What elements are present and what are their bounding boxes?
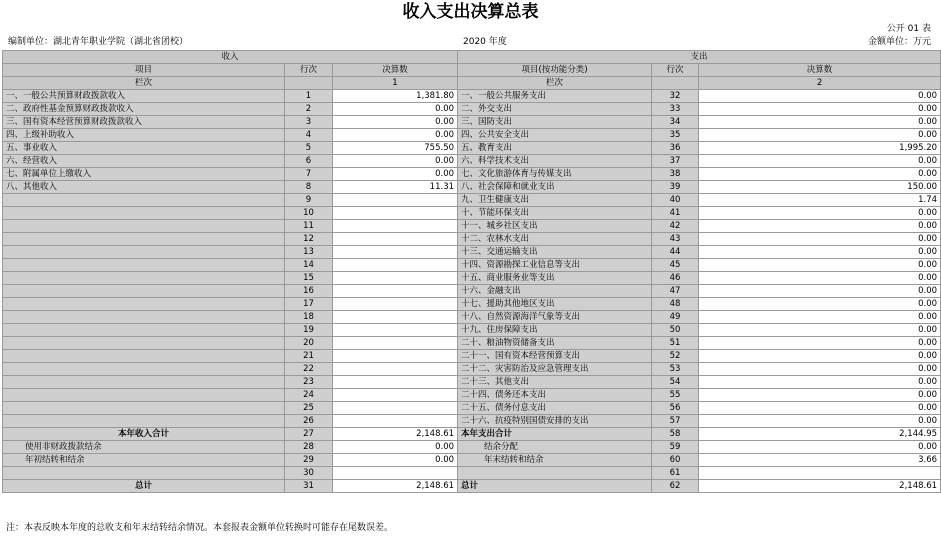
expense-amount: 0.00: [699, 363, 941, 376]
income-header: 收入: [3, 51, 458, 64]
expense-amount: 0.00: [699, 389, 941, 402]
column-index-row: [3, 77, 941, 90]
expense-item: 十九、住房保障支出: [458, 324, 652, 337]
expense-row-number: 46: [652, 272, 699, 285]
expense-item: 二、外交支出: [458, 103, 652, 116]
expense-item: 四、公共安全支出: [458, 129, 652, 142]
income-row-number: 27: [285, 428, 333, 441]
income-total-item: 本年收入合计: [3, 428, 285, 441]
expense-row-header: 行次: [652, 64, 699, 77]
expense-item: 二十四、债务还本支出: [458, 389, 652, 402]
expense-total-item: 结余分配: [458, 441, 652, 454]
expense-amount: 0.00: [699, 311, 941, 324]
table-row: [3, 116, 941, 129]
expense-item: 二十一、国有资本经营预算支出: [458, 350, 652, 363]
income-col-number: 1: [333, 77, 458, 90]
expense-item: 十、节能环保支出: [458, 207, 652, 220]
table-row: [3, 415, 941, 428]
expense-amount: 0.00: [699, 155, 941, 168]
table-row: [3, 90, 941, 103]
expense-total-item: [458, 467, 652, 480]
table-row: [3, 389, 941, 402]
income-item: [3, 285, 285, 298]
expense-amount: 0.00: [699, 298, 941, 311]
income-item: [3, 350, 285, 363]
income-item: [3, 194, 285, 207]
income-row-number: 30: [285, 467, 333, 480]
meta-row: [0, 36, 941, 49]
income-row-number: 13: [285, 246, 333, 259]
expense-row-number: 58: [652, 428, 699, 441]
expense-total-item: 本年支出合计: [458, 428, 652, 441]
income-row-number: 31: [285, 480, 333, 493]
footnote: 注：本表反映本年度的总收支和年末结转结余情况。本套报表金额单位转换时可能存在尾数误差。: [6, 523, 394, 533]
unit-label: 编制单位：湖北青年职业学院（湖北省团校）: [8, 37, 189, 47]
income-row-number: 23: [285, 376, 333, 389]
table-row: [3, 103, 941, 116]
table-row: [3, 233, 941, 246]
income-amount: [333, 207, 458, 220]
expense-amount: 1,995.20: [699, 142, 941, 155]
expense-row-number: 50: [652, 324, 699, 337]
income-row-number: 10: [285, 207, 333, 220]
income-amount: 2,148.61: [333, 480, 458, 493]
income-amount: 0.00: [333, 103, 458, 116]
income-amount: [333, 376, 458, 389]
expense-total-item: 总计: [458, 480, 652, 493]
table-row: [3, 350, 941, 363]
income-item: 三、国有资本经营预算财政拨款收入: [3, 116, 285, 129]
expense-item-header: 项目(按功能分类): [458, 64, 652, 77]
expense-row-number: 56: [652, 402, 699, 415]
expense-row-number: 36: [652, 142, 699, 155]
income-amount: [333, 259, 458, 272]
expense-amount-header: 决算数: [699, 64, 941, 77]
expense-amount: 0.00: [699, 441, 941, 454]
table-row: [3, 324, 941, 337]
income-amount: [333, 233, 458, 246]
expense-row-number: 44: [652, 246, 699, 259]
income-amount: 11.31: [333, 181, 458, 194]
expense-amount: 3.66: [699, 454, 941, 467]
table-row: [3, 363, 941, 376]
budget-table: [2, 50, 941, 493]
expense-row-number: 60: [652, 454, 699, 467]
expense-row-number: 48: [652, 298, 699, 311]
income-row-number: 24: [285, 389, 333, 402]
expense-col-label: 栏次: [458, 77, 652, 90]
table-row: [3, 168, 941, 181]
expense-amount: 0.00: [699, 116, 941, 129]
income-total-item: 使用非财政拨款结余: [3, 441, 285, 454]
income-item: [3, 324, 285, 337]
expense-amount: 0.00: [699, 220, 941, 233]
expense-row-number: 62: [652, 480, 699, 493]
expense-amount: 2,144.95: [699, 428, 941, 441]
table-row: [3, 129, 941, 142]
income-item: [3, 311, 285, 324]
income-item: [3, 363, 285, 376]
expense-amount: 0.00: [699, 90, 941, 103]
expense-col-number: 2: [699, 77, 941, 90]
income-item: 八、其他收入: [3, 181, 285, 194]
table-row: [3, 220, 941, 233]
income-amount: 755.50: [333, 142, 458, 155]
expense-item: 三、国防支出: [458, 116, 652, 129]
expense-row-number: 55: [652, 389, 699, 402]
income-row-number: 7: [285, 168, 333, 181]
income-total-item: 年初结转和结余: [3, 454, 285, 467]
income-row-number: 4: [285, 129, 333, 142]
income-item: [3, 415, 285, 428]
expense-amount: 0.00: [699, 129, 941, 142]
expense-item: 十一、城乡社区支出: [458, 220, 652, 233]
expense-row-number: 34: [652, 116, 699, 129]
expense-amount: 0.00: [699, 246, 941, 259]
income-row-number: 12: [285, 233, 333, 246]
expense-header: 支出: [458, 51, 941, 64]
expense-amount: [699, 467, 941, 480]
table-row: [3, 181, 941, 194]
income-item: [3, 207, 285, 220]
table-row: [3, 142, 941, 155]
income-amount: [333, 272, 458, 285]
expense-row-number: 43: [652, 233, 699, 246]
expense-row-number: 38: [652, 168, 699, 181]
column-header-row: [3, 64, 941, 77]
expense-row-number: 33: [652, 103, 699, 116]
total-row: [3, 480, 941, 493]
income-row-number: 14: [285, 259, 333, 272]
expense-item: 二十五、债务付息支出: [458, 402, 652, 415]
income-item: 四、上级补助收入: [3, 129, 285, 142]
table-row: [3, 376, 941, 389]
income-amount: 2,148.61: [333, 428, 458, 441]
income-amount-header: 决算数: [333, 64, 458, 77]
expense-amount: 0.00: [699, 402, 941, 415]
year-label: 2020 年度: [463, 37, 507, 47]
income-amount: [333, 246, 458, 259]
income-amount: 0.00: [333, 454, 458, 467]
income-row-number: 16: [285, 285, 333, 298]
expense-amount: 0.00: [699, 259, 941, 272]
table-row: [3, 337, 941, 350]
expense-row-number: 53: [652, 363, 699, 376]
expense-row-number: 41: [652, 207, 699, 220]
income-item: [3, 233, 285, 246]
table-row: [3, 311, 941, 324]
expense-amount: 0.00: [699, 415, 941, 428]
income-amount: [333, 220, 458, 233]
expense-row-number: 39: [652, 181, 699, 194]
total-row: [3, 441, 941, 454]
income-amount: [333, 363, 458, 376]
expense-item: 二十二、灾害防治及应急管理支出: [458, 363, 652, 376]
expense-item: 十七、援助其他地区支出: [458, 298, 652, 311]
income-item: 二、政府性基金预算财政拨款收入: [3, 103, 285, 116]
expense-total-item: 年末结转和结余: [458, 454, 652, 467]
income-row-number: 2: [285, 103, 333, 116]
table-row: [3, 298, 941, 311]
table-row: [3, 207, 941, 220]
expense-item: 十四、资源勘探工业信息等支出: [458, 259, 652, 272]
income-row-number: 9: [285, 194, 333, 207]
table-row: [3, 272, 941, 285]
expense-amount: 0.00: [699, 103, 941, 116]
expense-item: 十五、商业服务业等支出: [458, 272, 652, 285]
income-row-number: 20: [285, 337, 333, 350]
income-row-number: 28: [285, 441, 333, 454]
income-col-blank: [285, 77, 333, 90]
income-amount: [333, 194, 458, 207]
income-amount: 1,381.80: [333, 90, 458, 103]
income-row-number: 26: [285, 415, 333, 428]
expense-amount: 0.00: [699, 272, 941, 285]
income-amount: [333, 350, 458, 363]
expense-row-number: 54: [652, 376, 699, 389]
income-col-label: 栏次: [3, 77, 285, 90]
income-item: [3, 220, 285, 233]
expense-item: 一、一般公共服务支出: [458, 90, 652, 103]
income-row-number: 11: [285, 220, 333, 233]
income-amount: 0.00: [333, 441, 458, 454]
expense-item: 二十六、抗疫特别国债安排的支出: [458, 415, 652, 428]
expense-row-number: 35: [652, 129, 699, 142]
income-row-number: 29: [285, 454, 333, 467]
income-amount: [333, 311, 458, 324]
expense-row-number: 49: [652, 311, 699, 324]
income-item: [3, 246, 285, 259]
expense-item: 二十、粮油物资储备支出: [458, 337, 652, 350]
expense-item: 七、文化旅游体育与传媒支出: [458, 168, 652, 181]
income-amount: 0.00: [333, 155, 458, 168]
table-row: [3, 402, 941, 415]
expense-row-number: 51: [652, 337, 699, 350]
income-row-number: 3: [285, 116, 333, 129]
income-item: [3, 298, 285, 311]
income-amount: [333, 402, 458, 415]
table-code: 公开 01 表: [886, 24, 931, 34]
expense-row-number: 59: [652, 441, 699, 454]
expense-row-number: 47: [652, 285, 699, 298]
table-row: [3, 259, 941, 272]
income-row-number: 6: [285, 155, 333, 168]
expense-amount: 0.00: [699, 350, 941, 363]
income-item: [3, 272, 285, 285]
income-item: [3, 402, 285, 415]
section-header-row: [3, 51, 941, 64]
expense-row-number: 40: [652, 194, 699, 207]
expense-col-blank: [652, 77, 699, 90]
income-total-item: 总计: [3, 480, 285, 493]
page-title: 收入支出决算总表: [402, 2, 539, 22]
expense-row-number: 57: [652, 415, 699, 428]
income-amount: [333, 285, 458, 298]
income-total-item: [3, 467, 285, 480]
expense-amount: 0.00: [699, 285, 941, 298]
income-amount: [333, 298, 458, 311]
expense-item: 十三、交通运输支出: [458, 246, 652, 259]
income-item: [3, 259, 285, 272]
income-row-number: 21: [285, 350, 333, 363]
income-row-number: 8: [285, 181, 333, 194]
income-amount: [333, 324, 458, 337]
income-row-number: 1: [285, 90, 333, 103]
total-row: [3, 428, 941, 441]
income-item-header: 项目: [3, 64, 285, 77]
expense-item: 五、教育支出: [458, 142, 652, 155]
income-item: [3, 389, 285, 402]
table-row: [3, 155, 941, 168]
expense-item: 六、科学技术支出: [458, 155, 652, 168]
income-amount: 0.00: [333, 116, 458, 129]
income-row-number: 22: [285, 363, 333, 376]
expense-amount: 150.00: [699, 181, 941, 194]
income-item: [3, 376, 285, 389]
expense-amount: 1.74: [699, 194, 941, 207]
amount-unit-label: 金额单位：万元: [867, 37, 931, 47]
expense-amount: 0.00: [699, 337, 941, 350]
income-amount: 0.00: [333, 129, 458, 142]
expense-amount: 0.00: [699, 233, 941, 246]
income-row-number: 17: [285, 298, 333, 311]
income-item: 一、一般公共预算财政拨款收入: [3, 90, 285, 103]
income-row-header: 行次: [285, 64, 333, 77]
income-item: [3, 337, 285, 350]
income-row-number: 18: [285, 311, 333, 324]
total-row: [3, 467, 941, 480]
expense-amount: 2,148.61: [699, 480, 941, 493]
income-amount: [333, 389, 458, 402]
expense-item: 九、卫生健康支出: [458, 194, 652, 207]
income-item: 七、附属单位上缴收入: [3, 168, 285, 181]
expense-item: 二十三、其他支出: [458, 376, 652, 389]
table-row: [3, 285, 941, 298]
expense-item: 八、社会保障和就业支出: [458, 181, 652, 194]
income-amount: [333, 337, 458, 350]
table-row: [3, 246, 941, 259]
expense-row-number: 45: [652, 259, 699, 272]
total-row: [3, 454, 941, 467]
income-item: 五、事业收入: [3, 142, 285, 155]
expense-amount: 0.00: [699, 376, 941, 389]
income-row-number: 25: [285, 402, 333, 415]
expense-item: 十八、自然资源海洋气象等支出: [458, 311, 652, 324]
income-row-number: 5: [285, 142, 333, 155]
income-amount: [333, 415, 458, 428]
expense-amount: 0.00: [699, 324, 941, 337]
income-amount: [333, 467, 458, 480]
income-amount: 0.00: [333, 168, 458, 181]
expense-row-number: 52: [652, 350, 699, 363]
table-row: [3, 194, 941, 207]
expense-row-number: 42: [652, 220, 699, 233]
expense-row-number: 61: [652, 467, 699, 480]
expense-item: 十六、金融支出: [458, 285, 652, 298]
income-item: 六、经营收入: [3, 155, 285, 168]
expense-row-number: 32: [652, 90, 699, 103]
expense-amount: 0.00: [699, 207, 941, 220]
expense-item: 十二、农林水支出: [458, 233, 652, 246]
income-row-number: 15: [285, 272, 333, 285]
income-row-number: 19: [285, 324, 333, 337]
expense-amount: 0.00: [699, 168, 941, 181]
expense-row-number: 37: [652, 155, 699, 168]
